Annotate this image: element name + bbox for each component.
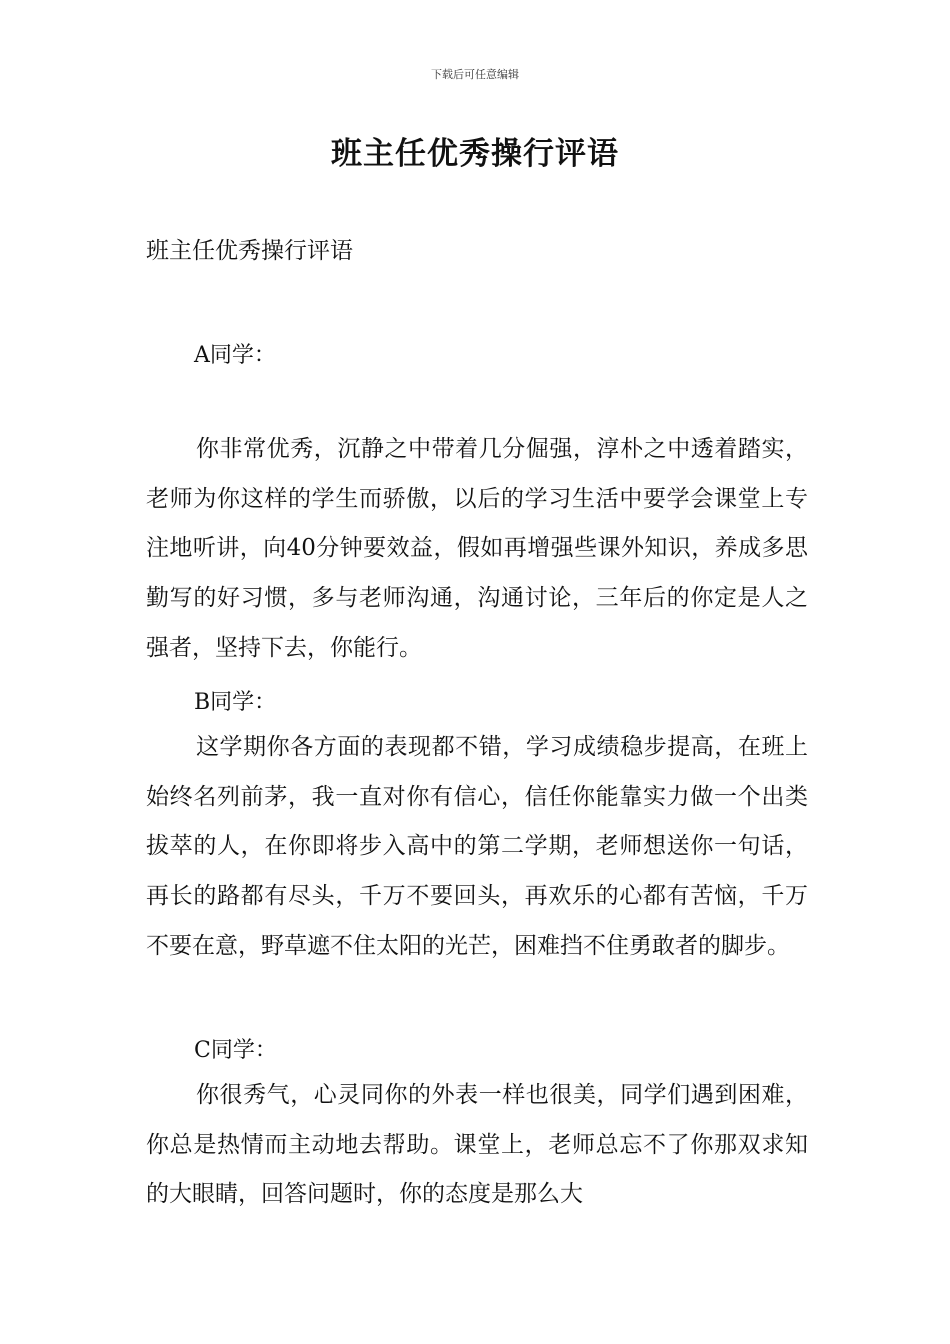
document-title: 班主任优秀操行评语 <box>331 136 619 172</box>
section-a-label: A同学： <box>194 343 276 368</box>
section-c-text: 你很秀气，心灵同你的外表一样也很美，同学们遇到困难，你总是热情而主动地去帮助。课堂上，老师总忘不了你那双求知的大眼睛，回答问题时，你的态度是那么大 <box>146 1082 808 1208</box>
section-c-label: C同学： <box>194 1038 277 1063</box>
section-b-label: B同学： <box>194 690 277 715</box>
header-note: 下载后可任意编辑 <box>431 68 519 81</box>
section-b-text: 这学期你各方面的表现都不错，学习成绩稳步提高，在班上始终名列前茅，我一直对你有信心，信任你能靠实力做一个出类拔萃的人，在你即将步入高中的第二学期，老师想送你一句话，再长的路都有尽头，千万不要回头，再欢乐的心都有苦恼，千万不要在意，野草遮不住太阳的光芒，困难挡不住勇敢者的脚步。 <box>146 734 808 959</box>
section-a-text: 你非常优秀，沉静之中带着几分倔强，淳朴之中透着踏实，老师为你这样的学生而骄傲，以后的学习生活中要学会课堂上专注地听讲，向40分钟要效益，假如再增强些课外知识，养成多思勤写的好习惯，多与老师沟通，沟通讨论，三年后的你定是人之强者，坚持下去，你能行。 <box>146 436 808 661</box>
document-subtitle: 班主任优秀操行评语 <box>146 238 353 264</box>
